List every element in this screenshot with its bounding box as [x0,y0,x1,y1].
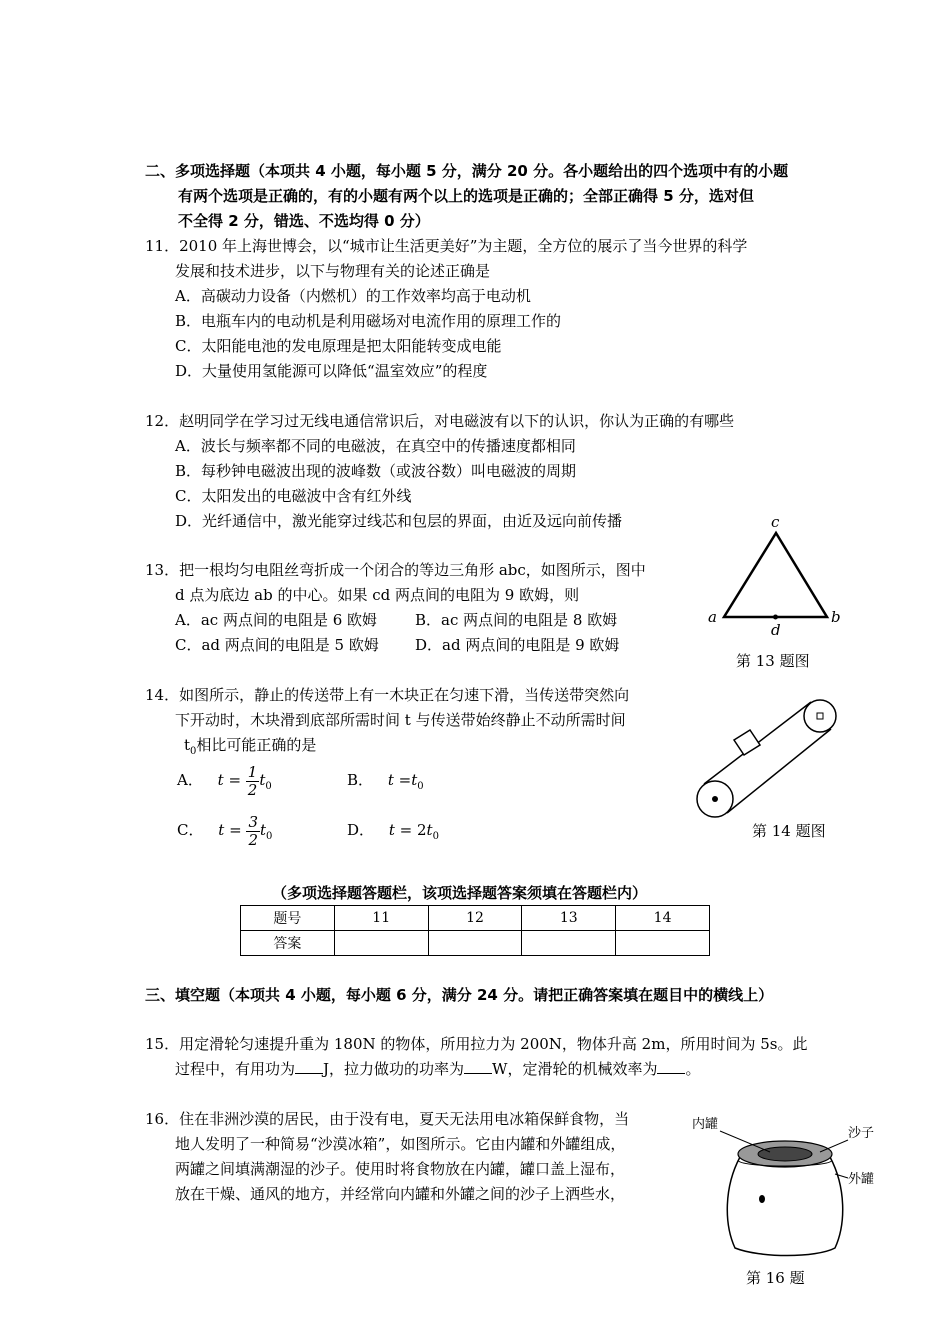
answer-cell-11[interactable] [334,931,428,956]
q16-desert-fridge-figure [690,1112,885,1262]
q11-option-b: B．电瓶车内的电动机是利用磁场对电流作用的原理工作的 [175,312,562,330]
upper-pulley [804,700,836,732]
q14-stem-line1: 14．如图所示，静止的传送带上有一木块正在匀速下滑，当传送带突然向 [145,686,630,704]
q14-stem-line2: 下开动时，木块滑到底部所需时间 t 与传送带始终静止不动所需时间 [175,711,626,729]
label-sand: 沙子 [848,1126,875,1141]
lower-pulley-axle [712,796,718,802]
q15-line1: 15．用定滑轮匀速提升重为 180N 的物体，所用拉力为 200N，物体升高 2m，所用时间为 5s。此 [145,1035,808,1053]
q14-stem-line3: $t_0$相比可能正确的是 [184,736,317,757]
answer-row-label: 答案 [241,931,335,956]
q15-blank-work[interactable] [295,1059,323,1074]
label-outer-jar: 外罐 [848,1172,875,1187]
answer-cell-13[interactable] [522,931,616,956]
header-cell-12: 12 [428,906,522,931]
point-d-dot [773,615,778,620]
section3-header: 三、填空题（本项共 4 小题，每小题 6 分，满分 24 分。请把正确答案填在题目中的横线上） [145,986,774,1004]
q13-triangle-figure [700,510,850,645]
label-b: b [831,608,841,626]
triangle-shape [724,533,827,617]
outer-jar-body [727,1157,842,1256]
header-cell-13: 13 [522,906,616,931]
q14-option-b: B． $t =t_0$ [347,771,424,792]
q14-option-a: A． t = $\frac{1}{2}$ $t_0$ [177,762,272,799]
q14-option-d: D． $t = 2t_0$ [347,821,439,842]
q13-option-c: C．ad 两点间的电阻是 5 欧姆 [175,636,379,654]
q15-blank-power[interactable] [464,1059,492,1074]
q11-stem-line1: 11．2010 年上海世博会，以“城市让生活更美好”为主题，全方位的展示了当今世界的科学 [145,237,748,255]
q13-option-b: B．ac 两点间的电阻是 8 欧姆 [415,611,618,629]
label-c: c [771,513,780,531]
label-d: d [771,621,781,639]
q16-caption: 第 16 题 [746,1269,805,1287]
q14-option-c: C． t = $\frac{3}{2}$ $t_0$ [177,812,273,849]
header-cell-label: 题号 [241,906,335,931]
q13-caption: 第 13 题图 [736,652,810,670]
q12-option-d: D．光纤通信中，激光能穿过线芯和包层的界面，由近及远向前传播 [175,512,623,530]
q13-option-a: A．ac 两点间的电阻是 6 欧姆 [175,611,378,629]
q16-line1: 16．住在非洲沙漠的居民，由于没有电，夏天无法用电冰箱保鲜食物，当 [145,1110,630,1128]
q13-stem-line2: d 点为底边 ab 的中心。如果 cd 两点间的电阻为 9 欧姆，则 [175,586,580,604]
section2-header-line3: 不全得 2 分，错选、不选均得 0 分） [178,212,430,230]
q11-stem-line2: 发展和技术进步，以下与物理有关的论述正确是 [175,262,491,280]
answer-table-answer-row [241,931,710,956]
q11-option-d: D．大量使用氢能源可以降低“温室效应”的程度 [175,362,488,380]
q15-line2: 过程中，有用功为 J，拉力做功的功率为 W，定滑轮的机械效率为 。 [175,1060,701,1078]
sand-leader [820,1140,848,1152]
inner-jar-mouth [758,1147,812,1161]
q12-option-b: B．每秒钟电磁波出现的波峰数（或波谷数）叫电磁波的周期 [175,462,577,480]
wood-block [734,730,760,755]
q16-line4: 放在干燥、通风的地方，并经常向内罐和外罐之间的沙子上洒些水， [175,1185,626,1203]
q16-line3: 两罐之间填满潮湿的沙子。使用时将食物放在内罐，罐口盖上湿布， [175,1160,626,1178]
q13-stem-line1: 13．把一根均匀电阻丝弯折成一个闭合的等边三角形 abc，如图所示，图中 [145,561,646,579]
upper-pulley-axle [817,713,823,719]
q14-caption: 第 14 题图 [752,822,826,840]
header-cell-14: 14 [616,906,710,931]
section2-header-line1: 二、多项选择题（本项共 4 小题，每小题 5 分，满分 20 分。各小题给出的四个选项中有的小题 [145,162,789,180]
answer-table [240,905,710,956]
side-hole [759,1195,765,1203]
label-inner-jar: 内罐 [692,1117,719,1132]
answer-cell-14[interactable] [616,931,710,956]
q15-blank-efficiency[interactable] [657,1059,685,1074]
q13-option-d: D．ad 两点间的电阻是 9 欧姆 [415,636,620,654]
label-a: a [708,608,717,626]
q14-conveyor-figure [690,695,845,825]
section2-header-line2: 有两个选项是正确的，有的小题有两个以上的选项是正确的；全部正确得 5 分，选对但 [178,187,754,205]
q12-option-c: C．太阳发出的电磁波中含有红外线 [175,487,412,505]
q12-option-a: A．波长与频率都不同的电磁波，在真空中的传播速度都相同 [175,437,576,455]
header-cell-11: 11 [334,906,428,931]
q12-stem: 12．赵明同学在学习过无线电通信常识后，对电磁波有以下的认识，你认为正确的有哪些 [145,412,735,430]
q16-line2: 地人发明了一种简易“沙漠冰箱”，如图所示。它由内罐和外罐组成， [175,1135,626,1153]
answer-cell-12[interactable] [428,931,522,956]
q11-option-c: C．太阳能电池的发电原理是把太阳能转变成电能 [175,337,502,355]
answer-table-title: （多项选择题答题栏，该项选择题答案须填在答题栏内） [272,884,648,902]
answer-table-header-row [241,906,710,931]
q11-option-a: A．高碳动力设备（内燃机）的工作效率均高于电动机 [175,287,531,305]
